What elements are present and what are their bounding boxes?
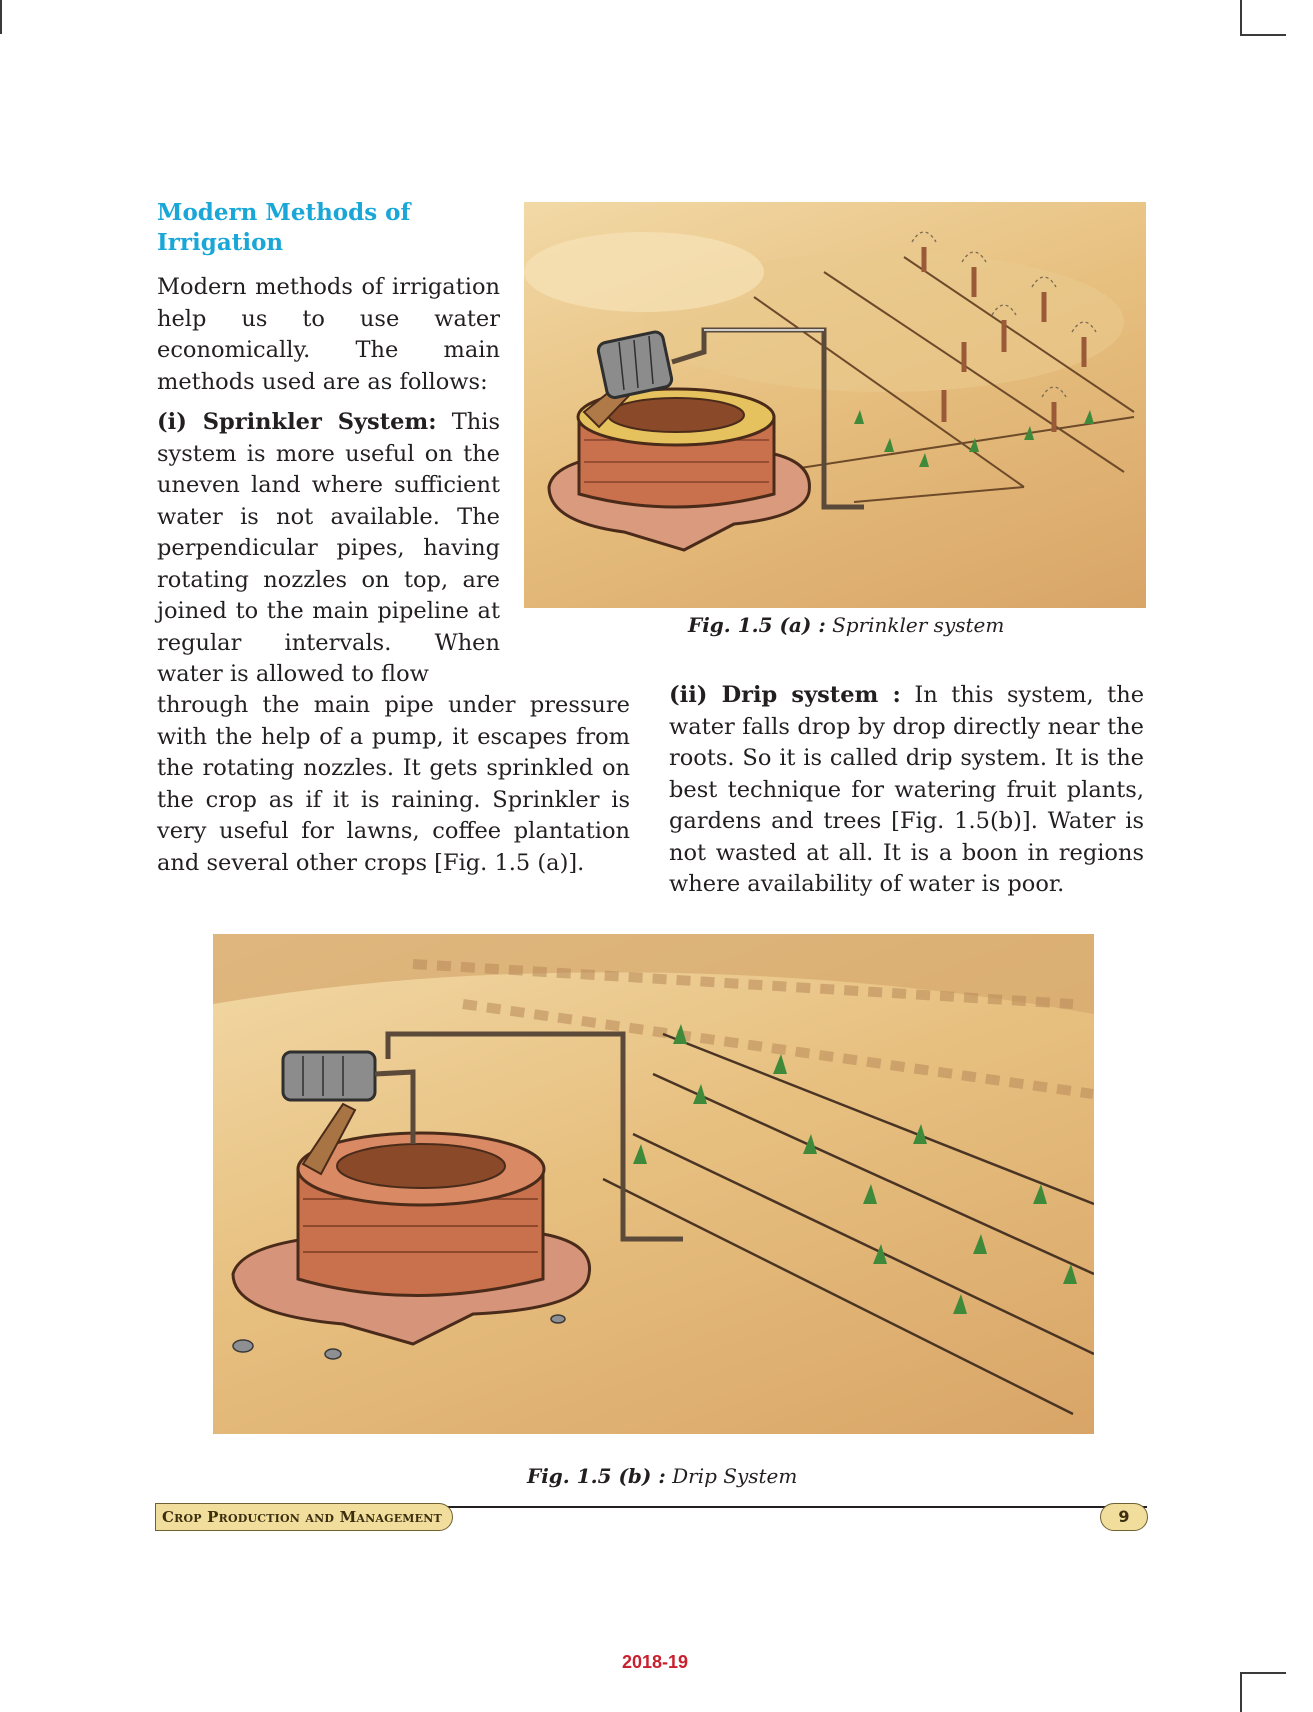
section-heading-line-2: Irrigation bbox=[157, 229, 284, 256]
crop-mark-top-right bbox=[1240, 0, 1286, 36]
sprinkler-text-part-1: This system is more useful on the uneven land where sufficient water is not available. The perpendicular pipes, having rotating nozzles on top, are joined to the main pipeline at regular intervals. When water is allowed to flow bbox=[157, 409, 500, 687]
figure-b-title: Drip System bbox=[672, 1464, 798, 1488]
drip-label: (ii) Drip system : bbox=[669, 682, 901, 708]
drip-text: In this system, the water falls drop by drop directly near the roots. So it is called drip system. It is the best technique for watering fruit plants, gardens and trees [Fig. 1.5(b)]. Water is not wasted at all. It is a boon in regions where availability of water is poor. bbox=[669, 682, 1145, 897]
intro-paragraph: Modern methods of irrigation help us to use water economically. The main methods used are as follows: bbox=[157, 274, 500, 395]
sprinkler-paragraph bbox=[157, 407, 500, 691]
drip-system-illustration bbox=[213, 934, 1094, 1434]
section-heading bbox=[157, 198, 477, 258]
figure-a-title: Sprinkler system bbox=[832, 613, 1005, 637]
drip-paragraph bbox=[669, 680, 1144, 901]
edition-year: 2018-19 bbox=[621, 1652, 689, 1672]
sprinkler-system-illustration bbox=[524, 202, 1146, 608]
crop-mark-bottom-right bbox=[1240, 1672, 1286, 1712]
sprinkler-paragraph-continued: through the main pipe under pressure with the help of a pump, it escapes from the rotating nozzles. It gets sprinkled on the crop as if it is raining. Sprinkler is very useful for lawns, coffee plantation and several other crops [Fig. 1.5 (a)]. bbox=[157, 692, 630, 876]
figure-a-number: Fig. 1.5 (a) : bbox=[688, 613, 826, 637]
figure-a-caption bbox=[688, 613, 1004, 637]
figure-b-caption bbox=[527, 1464, 797, 1488]
section-heading-line-1: Modern Methods of bbox=[157, 199, 411, 226]
page-number: 9 bbox=[1100, 1503, 1148, 1531]
crop-mark-top-left bbox=[0, 0, 4, 34]
figure-b-number: Fig. 1.5 (b) : bbox=[527, 1464, 666, 1488]
sprinkler-label: (i) Sprinkler System: bbox=[157, 409, 437, 435]
footer-book-title: Crop Production and Management bbox=[155, 1503, 453, 1531]
